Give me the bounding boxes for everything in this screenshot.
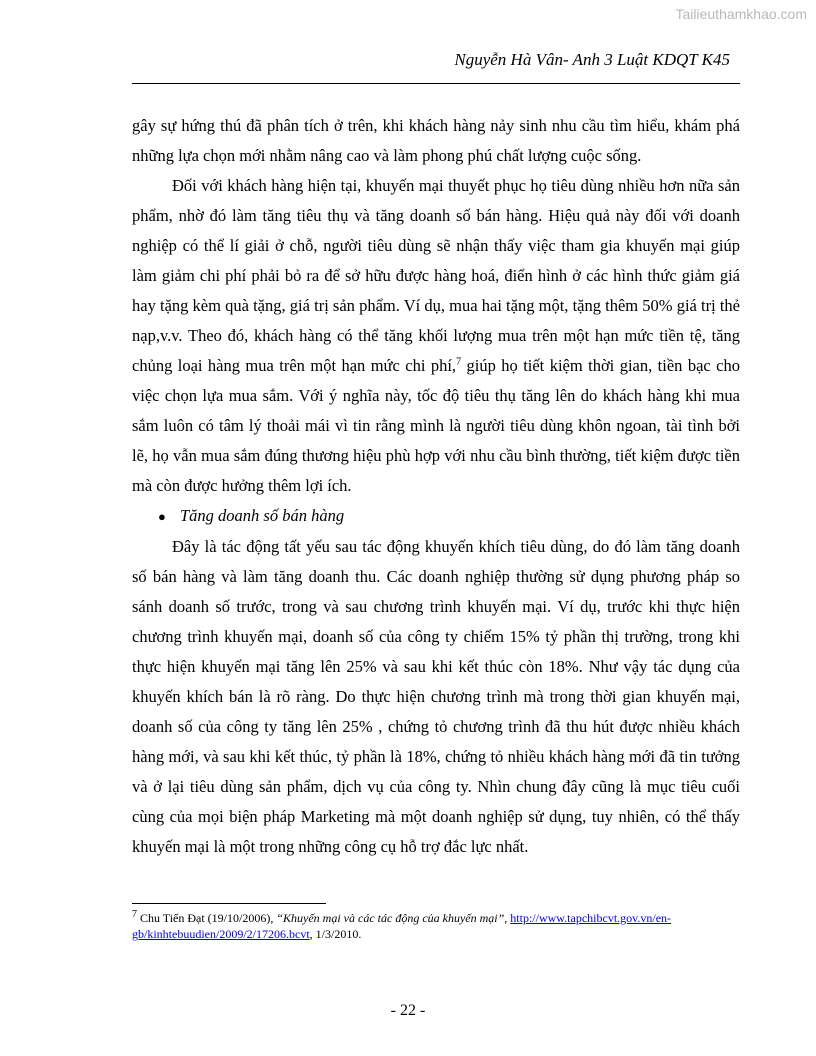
running-header: Nguyễn Hà Vân- Anh 3 Luật KDQT K45 — [454, 50, 730, 69]
footnote-reference[interactable]: 7 — [456, 356, 462, 368]
page-number: - 22 - — [390, 1002, 426, 1019]
bullet-heading — [132, 501, 740, 532]
watermark: Tailieuthamkhao.com — [675, 6, 807, 22]
footnote-separator: , — [504, 911, 511, 925]
paragraph-existing-customers — [132, 171, 740, 501]
page-body — [132, 111, 740, 862]
bullet-icon: ● — [158, 509, 166, 524]
footnote-number: 7 — [132, 909, 137, 920]
paragraph-sales-increase: Đây là tác động tất yếu sau tác động khuyến khích tiêu dùng, do đó làm tăng doanh số bán hàng và làm tăng doanh thu. Các doanh nghiệp thường sử dụng phương pháp so sánh doanh số trước, trong và sau chương trình khuyến mại. Ví dụ, trước khi thực hiện chương trình khuyến mại, doanh số của công ty chiếm 15% tỷ phần thị trường, trong khi thực hiện khuyến mại tăng lên 25% và sau khi kết thúc còn 18%. Như vậy tác dụng của khuyến khích bán là rõ ràng. Do thực hiện chương trình mà trong thời gian khuyến mại, doanh số của công ty tăng lên 25% , chứng tỏ chương trình đã thu hút được nhiều khách hàng mới, và sau khi kết thúc, tỷ phần là 18%, chứng tỏ nhiều khách hàng mới đã tin tưởng và ở lại tiêu dùng sản phẩm, dịch vụ của công ty. Nhìn chung đây cũng là mục tiêu cuối cùng của mọi biện pháp Marketing mà một doanh nghiệp sử dụng, tuy nhiên, có thể thấy khuyến mại là một trong những công cụ hỗ trợ đắc lực nhất. — [132, 537, 740, 856]
footnote-access-date: , 1/3/2010. — [309, 927, 362, 941]
paragraph-continuation: gây sự hứng thú đã phân tích ở trên, khi khách hàng nảy sinh nhu cầu tìm hiểu, khám phá những lựa chọn mới nhằm nâng cao và làm phong phú chất lượng cuộc sống. — [132, 116, 740, 165]
footnote-link[interactable]: http://www.tapchibcvt.gov.vn/en-gb/kinhtebuudien/2009/2/17206.bcvt — [132, 911, 672, 941]
paragraph-text-part1: Đối với khách hàng hiện tại, khuyến mại thuyết phục họ tiêu dùng nhiều hơn nữa sản phẩm, nhờ đó làm tăng tiêu thụ và tăng doanh số bán hàng. Hiệu quả này đối với doanh nghiệp có thể lí giải ở chỗ, người tiêu dùng sẽ nhận thấy việc tham gia khuyến mại giúp làm giảm chi phí phải bỏ ra để sở hữu được hàng hoá, điển hình ở các hình thức giảm giá hay tặng kèm quà tặng, giá trị sản phẩm. Ví dụ, mua hai tặng một, tặng thêm 50% giá trị thẻ nạp,v.v. Theo đó, khách hàng có thể tăng khối lượng mua trên một hạn mức tiền tệ, tăng chủng loại hàng mua trên một hạn mức chi phí, — [132, 176, 740, 375]
footnote-divider — [132, 903, 326, 904]
header-divider — [132, 83, 740, 84]
footnote — [132, 910, 740, 942]
footnote-title: “Khuyến mại và các tác động của khuyến mại” — [276, 911, 505, 925]
footnote-author-date: Chu Tiến Đạt (19/10/2006), — [137, 911, 277, 925]
paragraph-text-part2: giúp họ tiết kiệm thời gian, tiền bạc cho việc chọn lựa mua sắm. Với ý nghĩa này, tốc độ tiêu thụ tăng lên do khách hàng khi mua sắm luôn có tâm lý thoải mái vì tin rằng mình là người tiêu dùng khôn ngoan, tài tình bởi lẽ, họ vẫn mua sắm đúng thương hiệu phù hợp với nhu cầu bình thường, tiết kiệm được tiền mà còn được hưởng thêm lợi ích. — [132, 356, 740, 495]
bullet-heading-text: Tăng doanh số bán hàng — [180, 506, 345, 525]
